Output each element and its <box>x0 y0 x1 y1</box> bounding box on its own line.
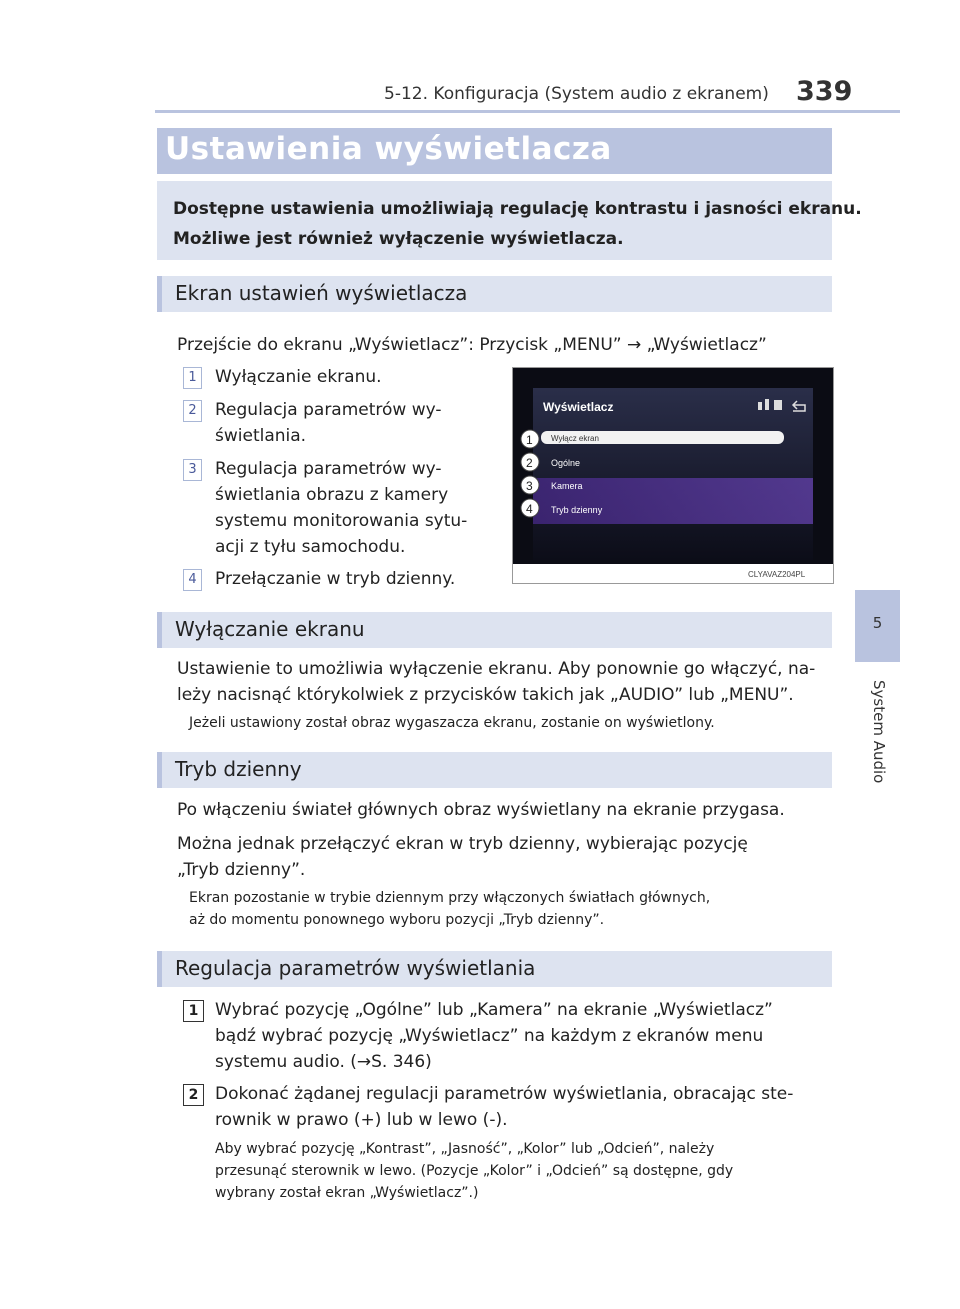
item-text: świetlania obrazu z kamery <box>215 485 449 505</box>
step-number-badge: 1 <box>183 1000 204 1022</box>
page-title: Ustawienia wyświetlacza <box>165 131 612 167</box>
note-text: aż do momentu ponownego wyboru pozycji „Tryb dzienny”. <box>189 912 605 928</box>
item-number-badge: 3 <box>183 459 202 481</box>
paragraph-line: „Tryb dzienny”. <box>177 860 306 880</box>
note-text: Jeżeli ustawiony został obraz wygaszacza ekranu, zostanie on wyświetlony. <box>189 715 715 731</box>
menu-item: Kamera <box>551 481 583 491</box>
item-text: Regulacja parametrów wy- <box>215 400 442 420</box>
signal-icon <box>758 402 762 410</box>
menu-item: Wyłącz ekran <box>551 434 599 443</box>
item-text: Przełączanie w tryb dzienny. <box>215 569 456 589</box>
step-number-badge: 2 <box>183 1084 204 1106</box>
screen-title: Wyświetlacz <box>543 400 614 414</box>
nav-path-text: Przejście do ekranu „Wyświetlacz”: Przycisk „MENU” → „Wyświetlacz” <box>177 335 767 355</box>
section-heading: Wyłączanie ekranu <box>175 617 365 641</box>
item-number-badge: 1 <box>183 367 202 389</box>
menu-item: Tryb dzienny <box>551 505 603 515</box>
callout-number: 4 <box>526 502 533 516</box>
paragraph-line: Ustawienie to umożliwia wyłączenie ekranu. Aby ponownie go włączyć, na- <box>177 659 816 679</box>
header-rule <box>155 110 900 113</box>
section-heading: Ekran ustawień wyświetlacza <box>175 281 468 305</box>
note-text: Aby wybrać pozycję „Kontrast”, „Jasność”, „Kolor” lub „Odcień”, należy <box>215 1141 715 1157</box>
note-text: Ekran pozostanie w trybie dziennym przy włączonych światłach głównych, <box>189 890 711 906</box>
note-text: przesunąć sterownik w lewo. (Pozycje „Kolor” i „Odcień” są dostępne, gdy <box>215 1163 734 1179</box>
paragraph-line: leży nacisnąć którykolwiek z przycisków takich jak „AUDIO” lub „MENU”. <box>177 685 794 705</box>
step-text: Dokonać żądanej regulacji parametrów wyświetlania, obracając ste- <box>215 1084 794 1104</box>
item-text: systemu monitorowania sytu- <box>215 511 468 531</box>
battery-icon <box>774 400 782 410</box>
item-text: Regulacja parametrów wy- <box>215 459 442 479</box>
step-text: rownik w prawo (+) lub w lewo (-). <box>215 1110 508 1130</box>
chapter-label: System Audio <box>870 680 888 784</box>
item-text: świetlania. <box>215 426 307 446</box>
running-header: 5-12. Konfiguracja (System audio z ekranem) <box>384 84 769 104</box>
paragraph-line: Po włączeniu świateł głównych obraz wyświetlany na ekranie przygasa. <box>177 800 785 820</box>
menu-item: Ogólne <box>551 458 581 468</box>
section-heading: Tryb dzienny <box>175 757 302 781</box>
step-text: Wybrać pozycję „Ogólne” lub „Kamera” na ekranie „Wyświetlacz” <box>215 1000 773 1020</box>
chapter-number: 5 <box>872 614 883 632</box>
note-text: wybrany został ekran „Wyświetlacz”.) <box>215 1185 479 1201</box>
callout-number: 2 <box>526 456 533 470</box>
paragraph-line: Można jednak przełączyć ekran w tryb dzienny, wybierając pozycję <box>177 834 748 854</box>
item-number-badge: 2 <box>183 400 202 422</box>
callout-number: 3 <box>526 479 533 493</box>
step-text: bądź wybrać pozycję „Wyświetlacz” na każdym z ekranów menu <box>215 1026 764 1046</box>
item-text: acji z tyłu samochodu. <box>215 537 406 557</box>
intro-line: Możliwe jest również wyłączenie wyświetlacza. <box>173 229 624 249</box>
page-number: 339 <box>796 76 853 107</box>
step-text: systemu audio. (→S. 346) <box>215 1052 432 1072</box>
callout-number: 1 <box>526 433 533 447</box>
item-text: Wyłączanie ekranu. <box>215 367 382 387</box>
item-number-badge: 4 <box>183 569 202 591</box>
image-code: CLYAVAZ204PL <box>748 570 806 579</box>
display-screen-illustration <box>512 367 834 584</box>
section-heading: Regulacja parametrów wyświetlania <box>175 956 536 980</box>
intro-line: Dostępne ustawienia umożliwiają regulację kontrastu i jasności ekranu. <box>173 199 862 219</box>
signal-icon-bar <box>765 399 769 410</box>
